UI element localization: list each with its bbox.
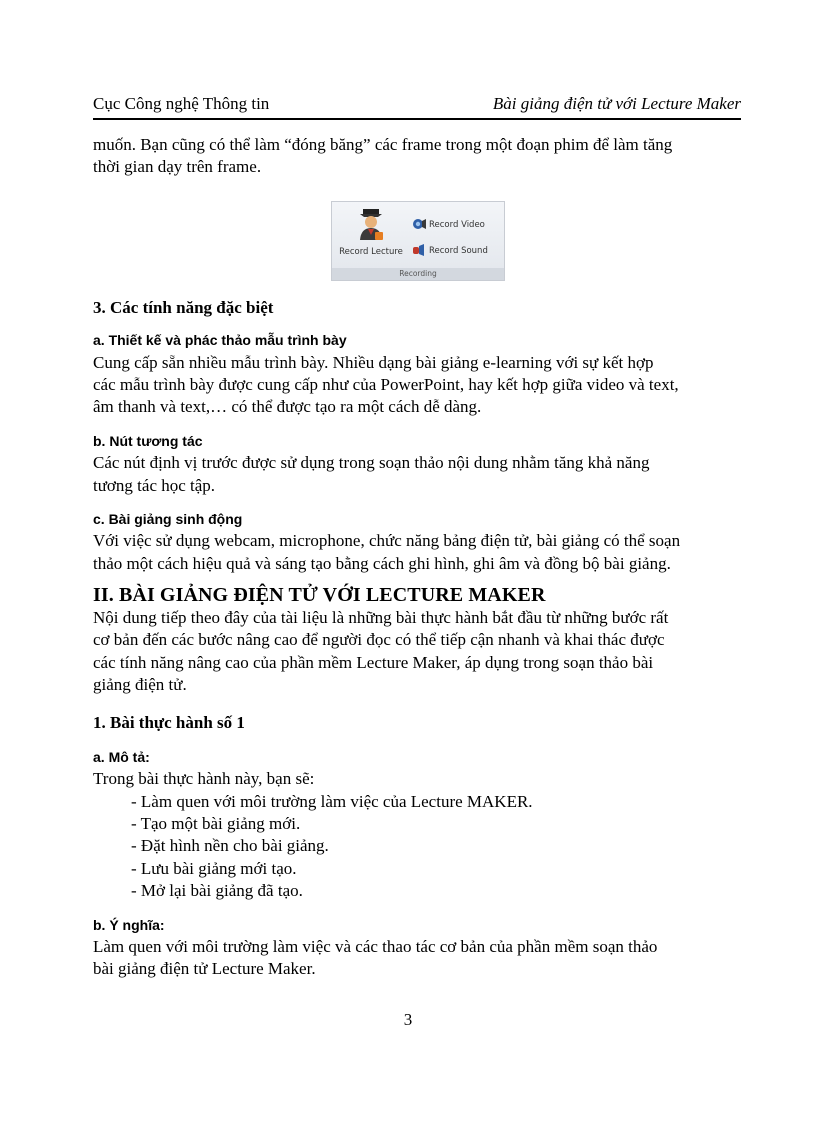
section-3a-title: a. Thiết kế và phác thảo mẫu trình bày <box>93 332 347 349</box>
chapter-2-title: II. BÀI GIẢNG ĐIỆN TỬ VỚI LECTURE MAKER <box>93 584 546 607</box>
list-item: - Mở lại bài giảng đã tạo. <box>131 881 303 901</box>
list-item: - Lưu bài giảng mới tạo. <box>131 858 297 878</box>
section-3b-title: b. Nút tương tác <box>93 432 203 449</box>
record-lecture-button <box>335 208 407 258</box>
practice-1a-task-list <box>93 791 743 903</box>
list-item: - Tạo một bài giảng mới. <box>131 813 301 833</box>
recording-ribbon-screenshot <box>331 201 505 281</box>
video-camera-icon <box>412 218 426 230</box>
practice-1b-body: Làm quen với môi trường làm việc và các thao tác cơ bản của phần mềm soạn thảo bài giảng điện tử Lecture Maker. <box>93 936 658 979</box>
practice-1-title: 1. Bài thực hành số 1 <box>93 713 245 733</box>
list-item: - Đặt hình nền cho bài giảng. <box>131 836 329 856</box>
list-item: - Làm quen với môi trường làm việc của Lecture MAKER. <box>131 791 533 811</box>
page-number: 3 <box>403 1010 413 1029</box>
section-3-title: 3. Các tính năng đặc biệt <box>93 297 274 317</box>
record-sound-button <box>412 240 488 262</box>
practice-1b-title: b. Ý nghĩa: <box>93 916 165 933</box>
practice-1a-title: a. Mô tả: <box>93 748 150 765</box>
section-3b-body: Các nút định vị trước được sử dụng trong soạn thảo nội dung nhằm tăng khả năng tương tác học tập. <box>93 453 650 495</box>
record-video-label: Record Video <box>429 219 485 230</box>
section-3c-body: Với việc sử dụng webcam, microphone, chức năng bảng điện tử, bài giảng có thể soạn thảo một cách hiệu quả và sáng tạo bằng cách ghi hình, ghi âm và đồng bộ bài giảng. <box>93 531 681 573</box>
record-video-button <box>412 214 485 236</box>
chapter-2-body: Nội dung tiếp theo đây của tài liệu là những bài thực hành bắt đầu từ những bước rất cơ bản đến các bước nâng cao để người đọc có thể tiếp cận nhanh và khai thác được các tính năng nâng cao của phần mềm Lecture Maker, áp dụng trong soạn thảo bài giảng điện tử. <box>93 607 669 694</box>
recording-group-label: Recording <box>332 268 504 280</box>
microphone-icon <box>412 244 426 256</box>
page-content <box>93 134 743 981</box>
practice-1a-intro: Trong bài thực hành này, bạn sẽ: <box>93 769 315 789</box>
header-right: Bài giảng điện tử với Lecture Maker <box>492 94 741 113</box>
record-lecture-icon <box>356 208 386 242</box>
record-lecture-label: Record Lecture <box>339 246 403 257</box>
section-3a-body: Cung cấp sẵn nhiều mẫu trình bày. Nhiều dạng bài giảng e-learning với sự kết hợp các mẫu trình bày được cung cấp như của PowerPoint, hay kết hợp giữa video và text, âm thanh và text,… có thể được tạo ra một cách dễ dàng. <box>93 352 679 417</box>
page-header <box>93 94 741 120</box>
header-left: Cục Công nghệ Thông tin <box>93 94 270 113</box>
section-3c-title: c. Bài giảng sinh động <box>93 511 243 528</box>
intro-paragraph: muốn. Bạn cũng có thể làm “đóng băng” các frame trong một đoạn phim để làm tăng thời gian dạy trên frame. <box>93 135 673 177</box>
record-sound-label: Record Sound <box>429 245 488 256</box>
